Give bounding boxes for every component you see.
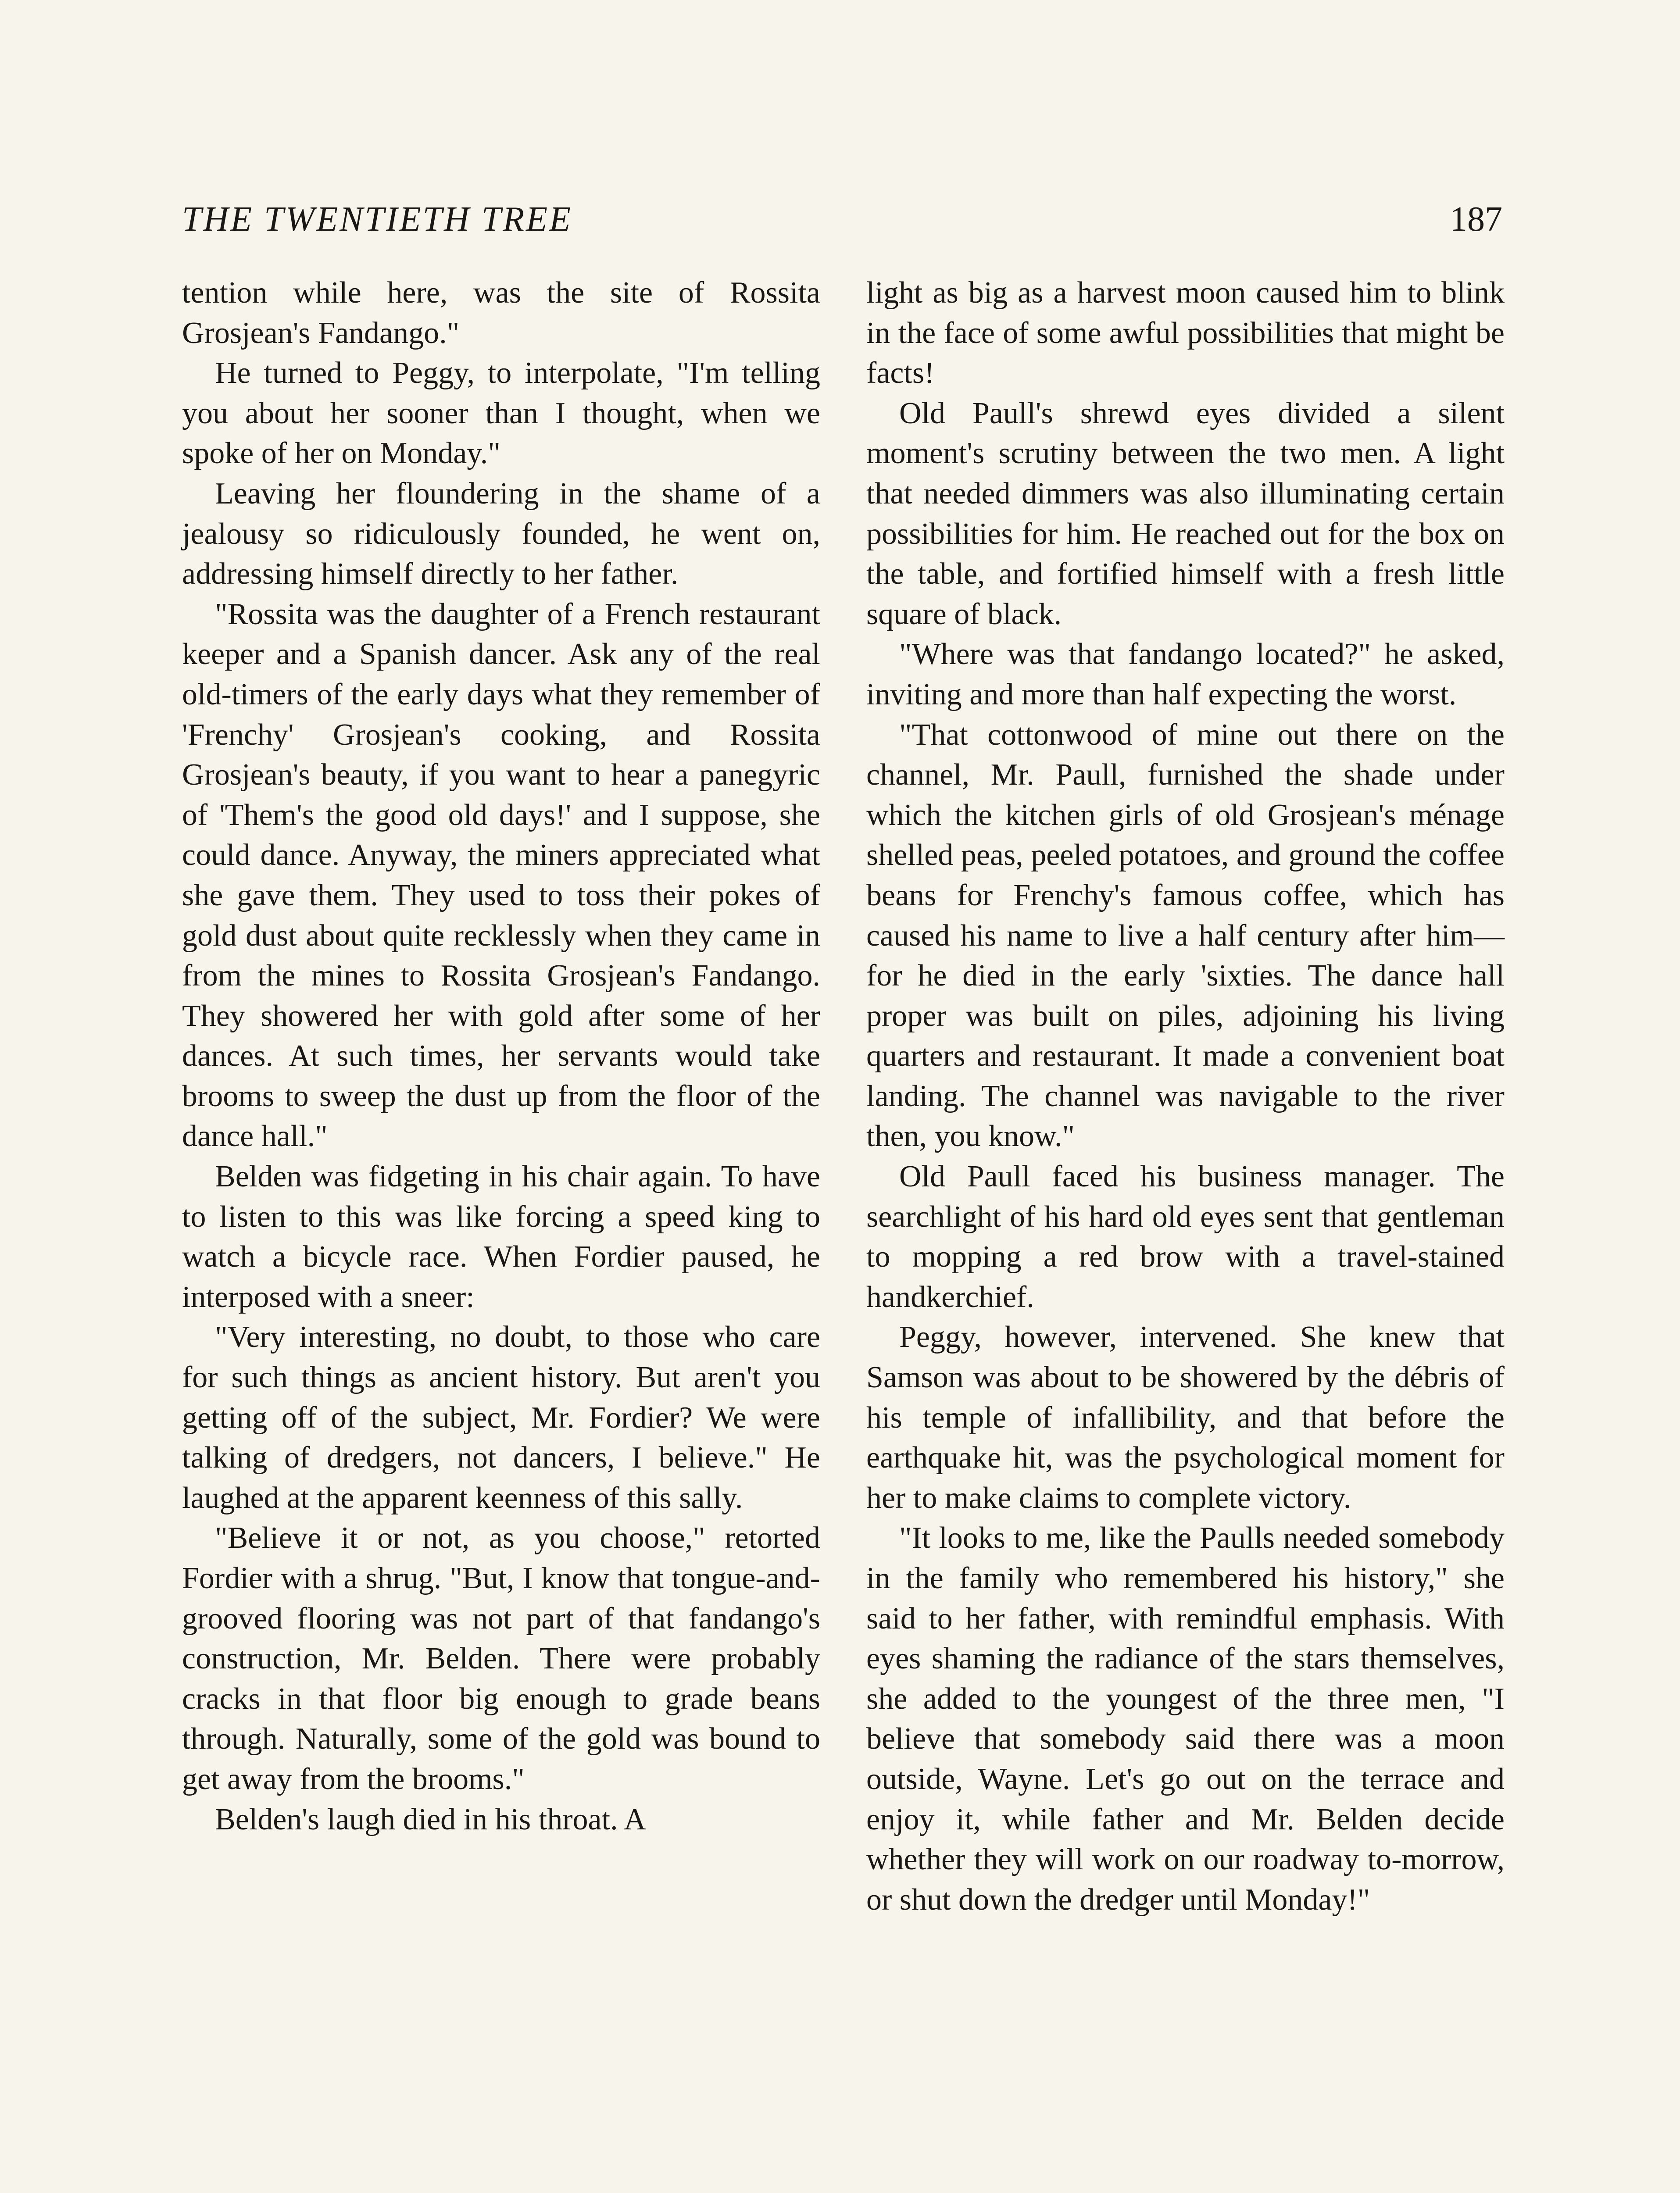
paragraph: Old Paull's shrewd eyes divided a silent moment's scrutiny between the two men. A light that needed dimmers was also illuminating certain possibilities for him. He reached out for the box on the table, and fortified himself with a fresh little square of black. <box>866 396 1505 631</box>
running-title: THE TWENTIETH TREE <box>182 200 572 239</box>
paragraph: He turned to Peggy, to interpolate, "I'm telling you about her sooner than I thought, when we spoke of her on Monday." <box>182 356 820 471</box>
paragraph: Old Paull faced his business manager. The searchlight of his hard old eyes sent that gentleman to mopping a red brow with a travel-stained handkerchief. <box>866 1160 1505 1314</box>
paragraph: light as big as a harvest moon caused him to blink in the face of some awful possibilities that might be facts! <box>866 276 1505 390</box>
paragraph: "Rossita was the daughter of a French restaurant keeper and a Spanish dancer. Ask any of the real old-timers of the early days what they remember of 'Frenchy' Grosjean's cooking, and Rossita Grosjean's beauty, if you want to hear a panegyric of 'Them's the good old days!' and I suppose, she could dance. Anyway, the miners appreciated what she gave them. They used to toss their pokes of gold dust about quite recklessly when they came in from the mines to Rossita Grosjean's Fandango. They showered her with gold after some of her dances. At such times, her servants would take brooms to sweep the dust up from the floor of the dance hall." <box>182 597 820 1154</box>
right-column <box>866 273 1505 1920</box>
page-number: 187 <box>1450 200 1502 239</box>
running-head <box>182 195 1502 243</box>
paragraph: Belden was fidgeting in his chair again. To have to listen to this was like forcing a speed king to watch a bicycle race. When Fordier paused, he interposed with a sneer: <box>182 1160 820 1314</box>
paragraph: Belden's laugh died in his throat. A <box>215 1802 646 1836</box>
paragraph: "That cottonwood of mine out there on the channel, Mr. Paull, furnished the shade under which the kitchen girls of old Grosjean's ménage shelled peas, peeled potatoes, and ground the coffee beans for Frenchy's famous coffee, which has caused his name to live a half century after him—for he died in the early 'sixties. The dance hall proper was built on piles, adjoining his living quarters and restaurant. It made a convenient boat landing. The channel was navigable to the river then, you know." <box>866 718 1505 1154</box>
paragraph: tention while here, was the site of Rossita Grosjean's Fandango." <box>182 276 820 350</box>
paragraph: "Believe it or not, as you choose," retorted Fordier with a shrug. "But, I know that tongue-and-grooved flooring was not part of that fandango's construction, Mr. Belden. There were probably cracks in that floor big enough to grade beans through. Naturally, some of the gold was bound to get away from the brooms." <box>182 1521 820 1796</box>
paragraph: "It looks to me, like the Paulls needed somebody in the family who remembered his history," she said to her father, with remindful emphasis. With eyes shaming the radiance of the stars themselves, she added to the youngest of the three men, "I believe that somebody said there was a moon outside, Wayne. Let's go out on the terrace and enjoy it, while father and Mr. Belden decide whether they will work on our roadway to-morrow, or shut down the dredger until Monday!" <box>866 1521 1505 1917</box>
paragraph: "Very interesting, no doubt, to those who care for such things as ancient history. But aren't you getting off of the subject, Mr. Fordier? We were talking of dredgers, not dancers, I believe." He laughed at the apparent keenness of this sally. <box>182 1320 820 1515</box>
paragraph: Leaving her floundering in the shame of a jealousy so ridiculously founded, he went on, addressing himself directly to her father. <box>182 476 820 591</box>
left-column <box>182 273 820 1839</box>
paragraph: Peggy, however, intervened. She knew that Samson was about to be showered by the débris of his temple of infallibility, and that before the earthquake hit, was the psychological moment for her to make claims to complete victory. <box>866 1320 1505 1515</box>
paragraph: "Where was that fandango located?" he asked, inviting and more than half expecting the worst. <box>866 637 1505 711</box>
